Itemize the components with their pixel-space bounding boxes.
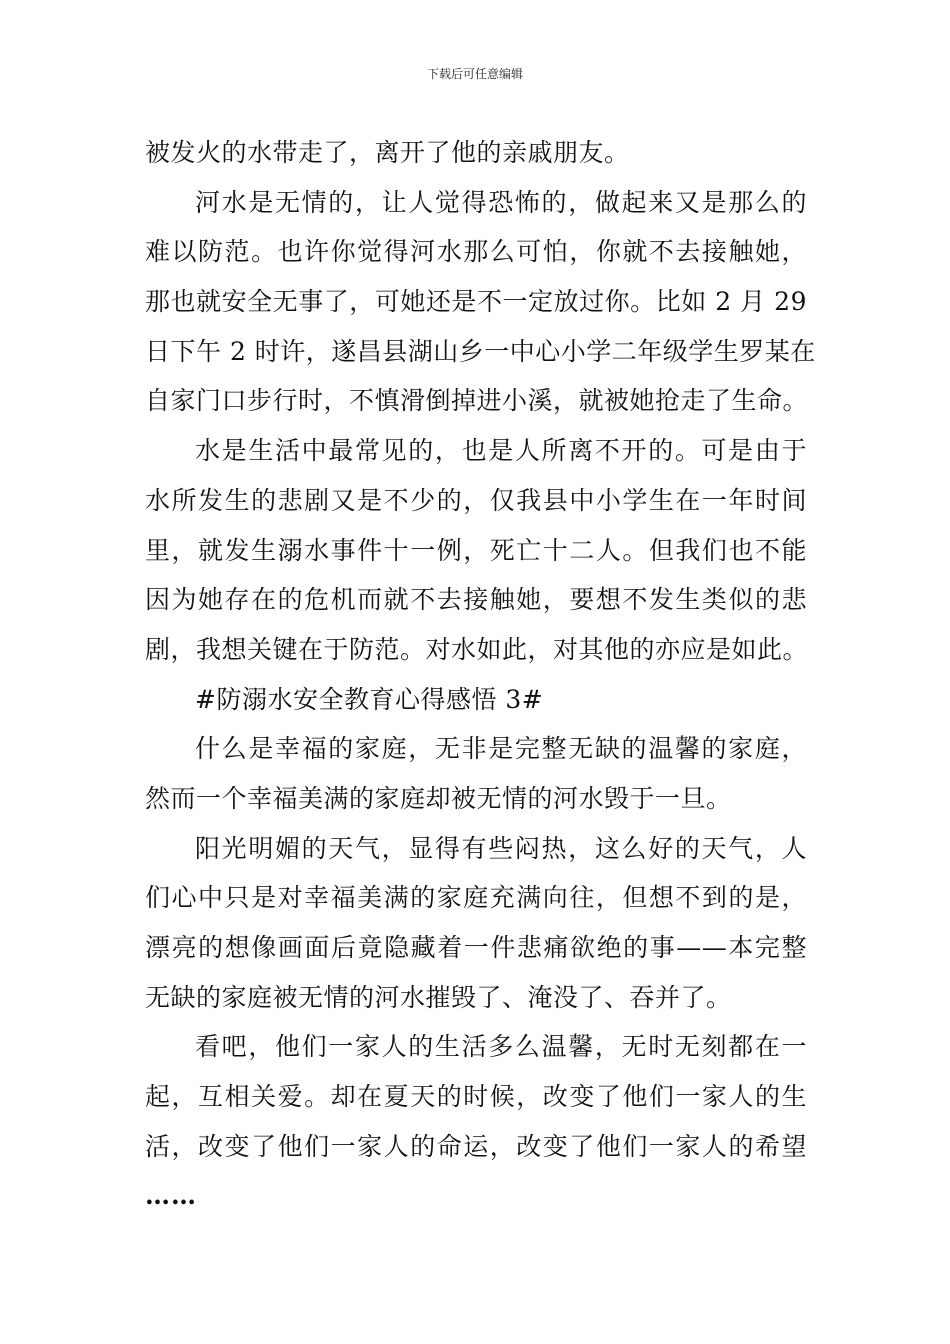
paragraph-2 [145,178,816,426]
paragraph-3 [145,426,807,674]
paragraph-line: 活，改变了他们一家人的命运，改变了他们一家人的希望 [145,1131,807,1161]
paragraph-line: 水所发生的悲剧又是不少的，仅我县中小学生在一年时间 [145,485,807,515]
paragraph-line: 看吧，他们一家人的生活多么温馨，无时无刻都在一 [195,1032,807,1062]
paragraph-line: 们心中只是对幸福美满的家庭充满向往，但想不到的是， [145,883,807,913]
paragraph-6 [145,1022,807,1221]
paragraph-line: 然而一个幸福美满的家庭却被无情的河水毁于一旦。 [145,783,732,813]
paragraph-line: 阳光明媚的天气，显得有些闷热，这么好的天气，人 [195,833,807,863]
paragraph-line: 被发火的水带走了，离开了他的亲戚朋友。 [145,138,630,167]
paragraph-line: 难以防范。也许你觉得河水那么可怕，你就不去接触她， [145,237,807,267]
paragraph-line: 自家门口步行时，不慎滑倒掉进小溪，就被她抢走了生命。 [145,386,809,416]
section-heading: #防溺水安全教育心得感悟 3# [195,684,544,714]
section-heading-block [145,675,807,725]
paragraph-line: 河水是无情的，让人觉得恐怖的，做起来又是那么的 [195,187,807,217]
paragraph-line: 里，就发生溺水事件十一例，死亡十二人。但我们也不能 [145,535,807,565]
document-body [145,128,816,1221]
paragraph-line: 无缺的家庭被无情的河水摧毁了、淹没了、吞并了。 [145,982,732,1012]
paragraph-line: 什么是幸福的家庭，无非是完整无缺的温馨的家庭， [195,734,807,764]
paragraph-line: 起，互相关爱。却在夏天的时候，改变了他们一家人的生 [145,1082,807,1112]
paragraph-4 [145,724,807,823]
paragraph-line: 剧，我想关键在于防范。对水如此，对其他的亦应是如此。 [145,634,809,664]
paragraph-line: 那也就安全无事了，可她还是不一定放过你。比如 2 月 29 [145,287,807,317]
paragraph-line: 漂亮的想像画面后竟隐藏着一件悲痛欲绝的事——本完整 [145,933,807,962]
paragraph-line: …… [145,1181,197,1211]
paragraph-5 [145,824,807,1023]
paragraph-line: 水是生活中最常见的，也是人所离不开的。可是由于 [195,436,807,466]
paragraph-line: 日下午 2 时许，遂昌县湖山乡一中心小学二年级学生罗某在 [145,336,816,366]
page-header-note: 下载后可任意编辑 [426,67,523,81]
paragraph-1 [145,128,807,178]
paragraph-line: 因为她存在的危机而就不去接触她，要想不发生类似的悲 [145,585,807,615]
